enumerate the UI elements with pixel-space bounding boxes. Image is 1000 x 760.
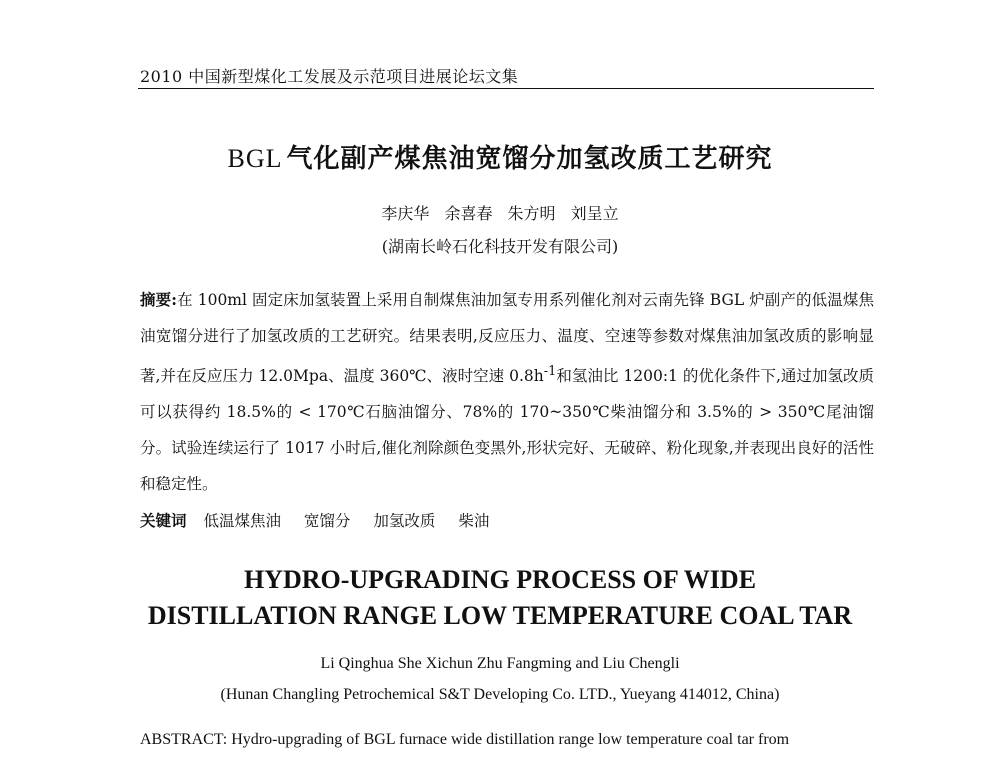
abstract-label: 摘要:: [140, 290, 177, 309]
header-rule: [138, 88, 874, 89]
keywords-label: 关键词: [140, 511, 187, 530]
keyword-1: 低温煤焦油: [203, 512, 281, 530]
english-title: [0, 562, 1000, 634]
chinese-title-latin: BGL: [227, 144, 283, 173]
keyword-3: 加氢改质: [373, 512, 436, 530]
english-title-line-1: HYDRO-UPGRADING PROCESS OF WIDE: [243, 565, 757, 594]
abstract-text-part1: 在 100ml 固定床加氢装置上采用自制煤焦油加氢专用系列催化剂对云南先锋 BGL 炉副产的低温煤焦油宽馏分进行了加氢改质的工艺研究。结果表明,反应压力、温度、空速等参数对煤焦油加氢改质的影响显著,并在反应压力 12.0Mpa、温度 360℃、液时空速 0.8h: [140, 291, 874, 386]
author-4: 刘呈立: [570, 204, 619, 223]
keyword-2: 宽馏分: [303, 512, 351, 530]
author-3: 朱方明: [507, 204, 556, 223]
chinese-authors: [0, 201, 1000, 224]
author-1: 李庆华: [381, 204, 430, 223]
english-affiliation: (Hunan Changling Petrochemical S&T Developing Co. LTD., Yueyang 414012, China): [220, 686, 780, 703]
abstract-text-part2: 和氢油比 1200:1 的优化条件下,通过加氢改质可以获得约 18.5%的 < 170℃石脑油馏分、78%的 170~350℃柴油馏分和 3.5%的 > 350℃尾油馏分。试验连续运行了 1017 小时后,催化剂除颜色变黑外,形状完好、无破碎、粉化现象,并表现出良好的活性和稳定性。: [140, 367, 875, 494]
author-2: 余喜春: [444, 204, 493, 223]
english-abstract: ABSTRACT: Hydro-upgrading of BGL furnace wide distillation range low temperature coal tar from: [140, 731, 790, 748]
chinese-title-text: 气化副产煤焦油宽馏分加氢改质工艺研究: [286, 144, 773, 174]
chinese-affiliation: (湖南长岭石化科技开发有限公司): [381, 237, 619, 256]
running-header: 2010 中国新型煤化工发展及示范项目进展论坛文集: [140, 67, 519, 86]
chinese-abstract: [140, 282, 874, 502]
abstract-superscript: -1: [543, 364, 557, 379]
chinese-keywords: [140, 509, 507, 531]
english-authors: Li Qinghua She Xichun Zhu Fangming and Liu Chengli: [320, 655, 680, 672]
keyword-4: 柴油: [458, 512, 490, 530]
chinese-title: [0, 138, 1000, 175]
english-title-line-2: DISTILLATION RANGE LOW TEMPERATURE COAL TAR: [147, 601, 853, 630]
